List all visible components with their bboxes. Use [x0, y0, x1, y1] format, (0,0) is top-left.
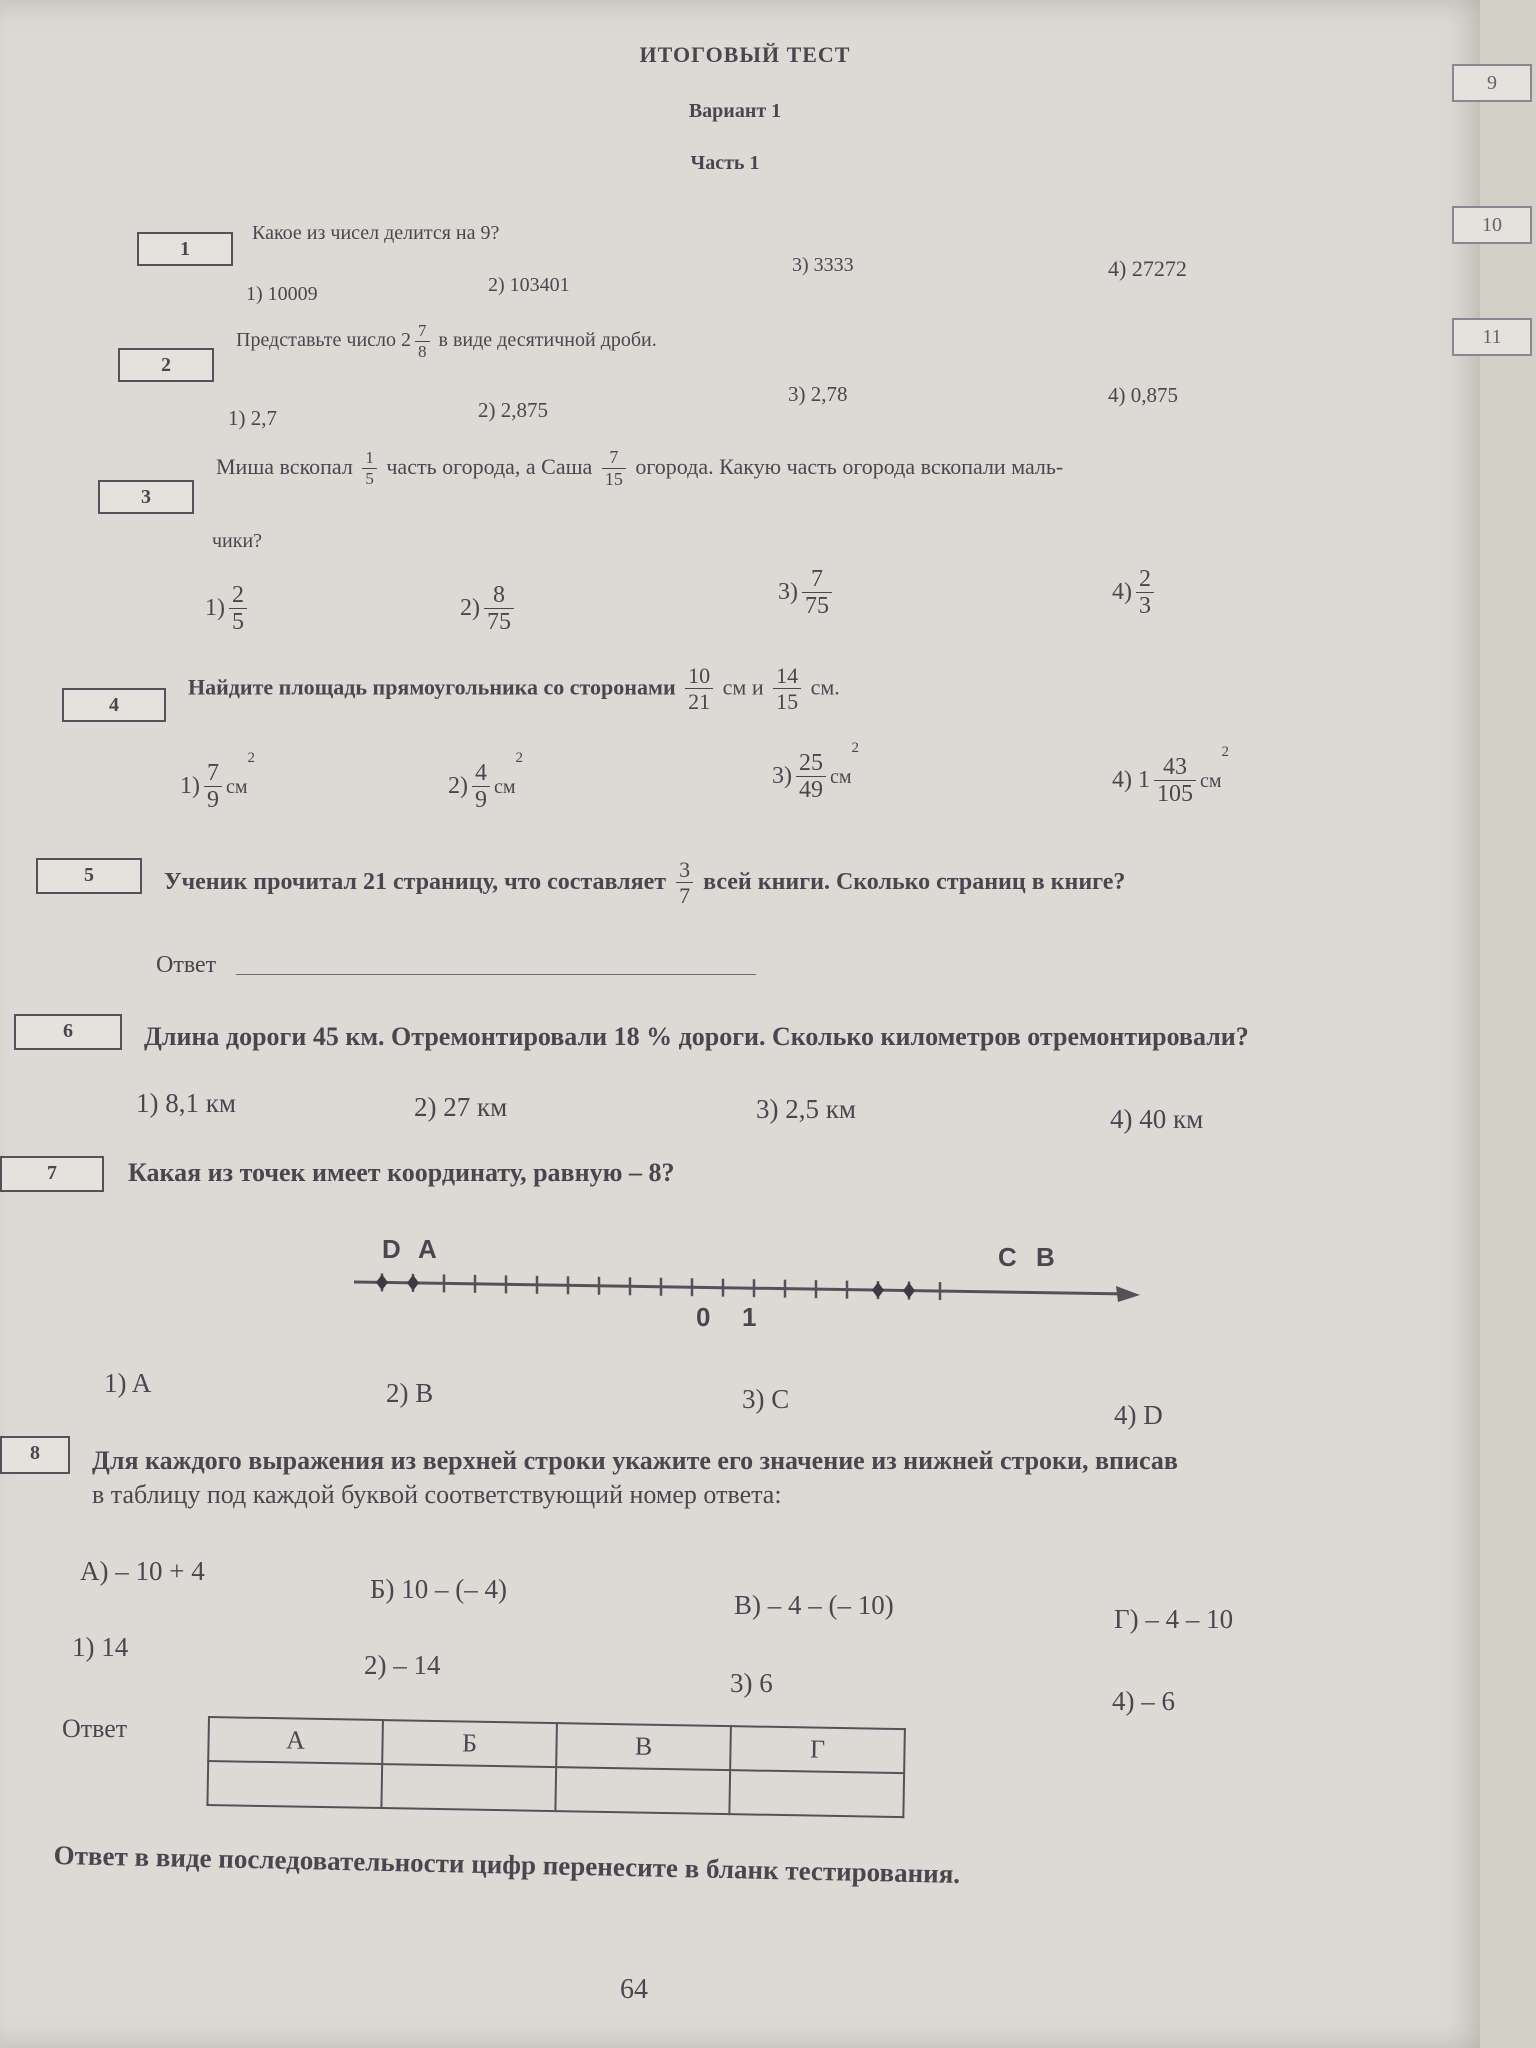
q5-t1: Ученик прочитал 21 страницу, что составляет [164, 868, 667, 895]
q6-option-3: 3) 2,5 км [756, 1094, 856, 1124]
axis-arrow [1116, 1286, 1140, 1302]
q2-frac-num: 7 [415, 322, 430, 342]
table-header-v: В [556, 1723, 731, 1770]
label-A: A [418, 1234, 437, 1264]
q4-option-4: 4) 1 $\frac{43}{105}$ $см^2$ [1112, 744, 1230, 808]
q2-option-3: 3) 2,78 [788, 382, 848, 406]
question-number-box: 5 [36, 858, 142, 894]
table-header-a: А [208, 1717, 383, 1764]
q5-answer-line[interactable] [236, 972, 756, 975]
label-D: D [382, 1234, 401, 1264]
q8-value-1: 1) 14 [72, 1632, 129, 1662]
question-3-text-cont: чики? [212, 530, 263, 552]
q3-f2-num: 7 [602, 448, 626, 469]
table-header-g: Г [730, 1726, 905, 1773]
table-answer-cell[interactable] [381, 1764, 556, 1811]
q3-f1-den: 5 [365, 468, 374, 488]
question-4-text [188, 664, 840, 714]
q3-option-1: 1) $\frac{2}{5}$ [205, 582, 251, 637]
q8-value-2: 2) – 14 [364, 1650, 441, 1680]
q5-frac-num: 3 [676, 858, 693, 883]
part-label: Часть 1 [690, 152, 760, 174]
q2-option-1: 1) 2,7 [228, 406, 277, 430]
question-6-text: Длина дороги 45 км. Отремонтировали 18 % дороги. Сколько километров отремонтировали? [144, 1022, 1249, 1051]
q5-frac-den: 7 [679, 883, 691, 909]
axis-line [354, 1282, 1130, 1294]
variant-label: Вариант 1 [688, 100, 782, 122]
q6-option-1: 1) 8,1 км [136, 1088, 236, 1118]
q3-option-2: 2) $\frac{8}{75}$ [460, 582, 518, 637]
number-line [340, 1222, 1160, 1342]
q8-value-3: 3) 6 [730, 1668, 773, 1698]
question-8-line1: Для каждого выражения из верхней строки укажите его значение из нижней строки, вписав [92, 1446, 1178, 1475]
q2-text-before: Представьте число 2 [236, 329, 412, 352]
point-B-marker [903, 1283, 915, 1299]
question-number-box: 1 [137, 232, 233, 266]
q5-t2: всей книги. Сколько страниц в книге? [703, 868, 1126, 895]
q6-option-2: 2) 27 км [414, 1092, 508, 1122]
q7-option-3: 3) C [742, 1384, 790, 1414]
q4-t3: см. [810, 674, 840, 700]
table-header-b: Б [382, 1720, 557, 1767]
question-7-text: Какая из точек имеет координату, равную – 8? [128, 1158, 675, 1187]
page-number: 64 [620, 1974, 648, 2005]
question-5-text [164, 858, 1125, 908]
q4-f2-num: 14 [773, 664, 801, 689]
q7-option-2: 2) B [386, 1378, 434, 1408]
q3-f2-den: 15 [604, 468, 623, 489]
q1-option-2: 2) 103401 [488, 274, 570, 296]
table-answer-cell[interactable] [729, 1770, 904, 1817]
label-zero: 0 [696, 1302, 711, 1332]
q7-option-4: 4) D [1114, 1400, 1163, 1430]
q4-option-3: 3) $\frac{25}{49}$ $см^2$ [772, 740, 860, 804]
point-A-marker [407, 1275, 419, 1291]
q7-option-1: 1) A [104, 1368, 152, 1398]
q1-option-4: 4) 27272 [1108, 256, 1187, 281]
q8-answer-label: Ответ [62, 1714, 128, 1743]
q4-t1: Найдите площадь прямоугольника со сторонами [188, 674, 676, 700]
question-1-text: Какое из чисел делится на 9? [252, 222, 500, 244]
q4-f1-den: 21 [688, 689, 711, 715]
question-number-box: 7 [0, 1156, 104, 1192]
q1-option-1: 1) 10009 [246, 283, 318, 305]
test-title: ИТОГОВЫЙ ТЕСТ [639, 42, 851, 67]
question-number-box: 3 [98, 480, 194, 514]
label-B: B [1036, 1242, 1055, 1272]
q3-t2: часть огорода, а Саша [386, 453, 593, 479]
q4-option-1: 1) $\frac{7}{9}$ $см^2$ [180, 750, 256, 814]
q4-f2-den: 15 [776, 689, 799, 715]
question-number-box: 2 [118, 348, 214, 382]
q6-option-4: 4) 40 км [1110, 1104, 1204, 1134]
q3-option-3: 3) $\frac{7}{75}$ [778, 566, 836, 621]
q2-frac-den: 8 [418, 341, 427, 361]
question-number-box: 6 [14, 1014, 122, 1050]
question-2-text [236, 322, 657, 361]
q8-answer-table [206, 1716, 905, 1818]
point-D-marker [376, 1274, 388, 1290]
adjacent-page [1480, 0, 1536, 2048]
side-tab-9: 9 [1452, 64, 1532, 102]
question-3-text [216, 448, 1063, 489]
q2-option-4: 4) 0,875 [1108, 383, 1178, 407]
table-answer-cell[interactable] [555, 1767, 730, 1814]
q4-f1-num: 10 [685, 664, 713, 689]
question-number-box: 8 [0, 1436, 70, 1474]
q1-option-3: 3) 3333 [792, 254, 854, 276]
q2-text-after: в виде десятичной дроби. [438, 329, 657, 352]
q8-value-4: 4) – 6 [1112, 1686, 1175, 1716]
label-C: C [998, 1242, 1017, 1272]
q4-option-2: 2) $\frac{4}{9}$ $см^2$ [448, 750, 524, 814]
q2-option-2: 2) 2,875 [478, 398, 548, 422]
q8-expression-v: В) – 4 – (– 10) [734, 1590, 894, 1620]
side-tab-10: 10 [1452, 206, 1532, 244]
q8-expression-g: Г) – 4 – 10 [1114, 1604, 1234, 1634]
table-answer-cell[interactable] [207, 1761, 382, 1808]
q4-t2: см и [722, 674, 764, 700]
q8-expression-a: А) – 10 + 4 [80, 1556, 205, 1586]
q5-answer-label: Ответ [156, 952, 217, 978]
q3-f1-num: 1 [362, 449, 377, 469]
footer-instruction: Ответ в виде последовательности цифр перенесите в бланк тестирования. [53, 1840, 961, 1889]
label-one: 1 [742, 1302, 757, 1332]
side-tab-11: 11 [1452, 318, 1532, 356]
q3-t3: огорода. Какую часть огорода вскопали маль- [635, 453, 1064, 479]
question-8-line2: в таблицу под каждой буквой соответствующий номер ответа: [92, 1480, 782, 1509]
q3-t1: Миша вскопал [216, 453, 353, 479]
question-number-box: 4 [62, 688, 166, 722]
point-C-marker [872, 1282, 884, 1298]
q3-option-4: 4) $\frac{2}{3}$ [1112, 566, 1158, 621]
q8-expression-b: Б) 10 – (– 4) [370, 1574, 507, 1604]
